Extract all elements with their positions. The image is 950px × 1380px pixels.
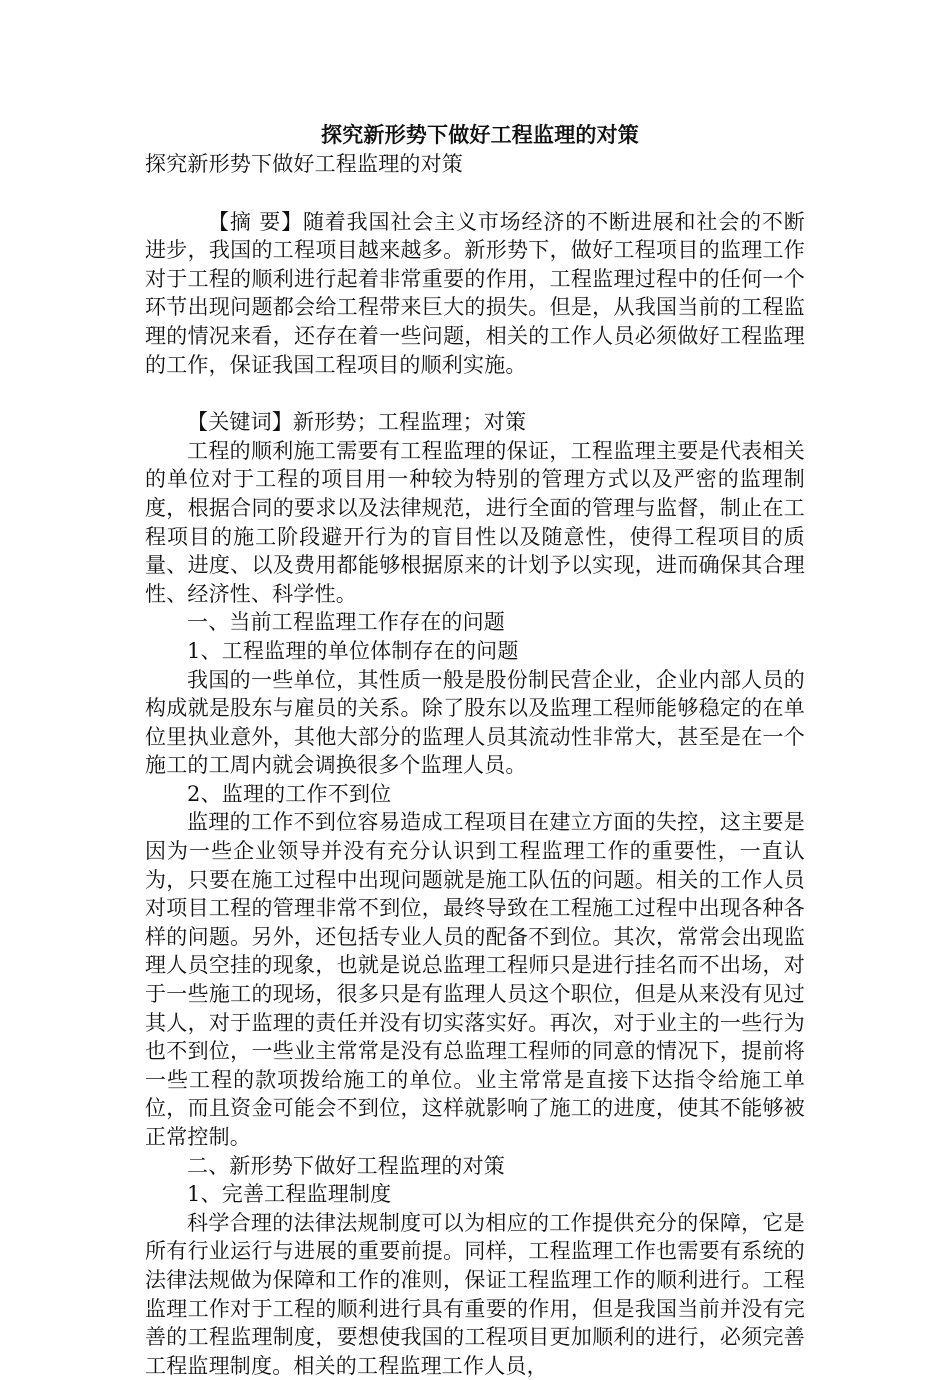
spacer — [145, 379, 805, 408]
abstract-paragraph: 【摘 要】随着我国社会主义市场经济的不断进展和社会的不断进步，我国的工程项目越来越多。新形势下，做好工程项目的监理工作对于工程的顺利进行起着非常重要的作用，工程监理过程中的任何一个环节出现问题都会给工程带来巨大的损失。但是，从我国当前的工程监理的情况来看，还存在着一些问题，相关的工作人员必须做好工程监理的工作，保证我国工程项目的顺利实施。 — [145, 209, 805, 377]
intro-paragraph: 工程的顺利施工需要有工程监理的保证，工程监理主要是代表相关的单位对于工程的项目用一种较为特别的管理方式以及严密的监理制度，根据合同的要求以及法律规范，进行全面的管理与监督，制止在工程项目的施工阶段避开行为的盲目性以及随意性，使得工程项目的质量、进度、以及费用都能够根据原来的计划予以实现，进而确保其合理性、经济性、科学性。 — [145, 438, 805, 606]
document-title: 探究新形势下做好工程监理的对策 — [321, 122, 639, 147]
document-body — [145, 120, 805, 1380]
subsection-heading: 1、工程监理的单位体制存在的问题 — [187, 638, 519, 663]
body-paragraph: 我国的一些单位，其性质一般是股份制民营企业，企业内部人员的构成就是股东与雇员的关系。除了股东以及监理工程师能够稳定的在单位里执业意外，其他大部分的监理人员其流动性非常大，甚至是在一个施工的工周内就会调换很多个监理人员。 — [145, 667, 805, 778]
body-paragraph: 科学合理的法律法规制度可以为相应的工作提供充分的保障，它是所有行业运行与进展的重要前提。同样，工程监理工作也需要有系统的法律法规做为保障和工作的准则，保证工程监理工作的顺利进行。工程监理工作对于工程的顺利进行具有重要的作用，但是我国当前并没有完善的工程监理制度，要想使我国的工程项目更加顺利的进行，必须完善工程监理制度。相关的工程监理工作人员， — [145, 1210, 805, 1378]
subsection-heading: 1、完善工程监理制度 — [187, 1182, 392, 1207]
subsection-heading: 2、监理的工作不到位 — [187, 781, 392, 806]
body-paragraph: 监理的工作不到位容易造成工程项目在建立方面的失控，这主要是因为一些企业领导并没有充分认识到工程监理工作的重要性，一直认为，只要在施工过程中出现问题就是施工队伍的问题。相关的工作人员对项目工程的管理非常不到位，最终导致在工程施工过程中出现各种各样的问题。另外，还包括专业人员的配备不到位。其次，常常会出现监理人员空挂的现象，也就是说总监理工程师只是进行挂名而不出场，对于一些施工的现场，很多只是有监理人员这个职位，但是从来没有见过其人，对于监理的责任并没有切实落实好。再次，对于业主的一些行为也不到位，一些业主常常是没有总监理工程师的同意的情况下，提前将一些工程的款项拨给施工的单位。业主常常是直接下达指令给施工单位，而且资金可能会不到位，这样就影响了施工的进度，使其不能够被正常控制。 — [145, 810, 805, 1149]
spacer — [145, 179, 805, 208]
section-heading: 二、新形势下做好工程监理的对策 — [187, 1153, 505, 1178]
section-heading: 一、当前工程监理工作存在的问题 — [187, 610, 505, 635]
document-subtitle: 探究新形势下做好工程监理的对策 — [145, 152, 463, 176]
keywords-line: 【关键词】新形势；工程监理；对策 — [187, 410, 527, 435]
